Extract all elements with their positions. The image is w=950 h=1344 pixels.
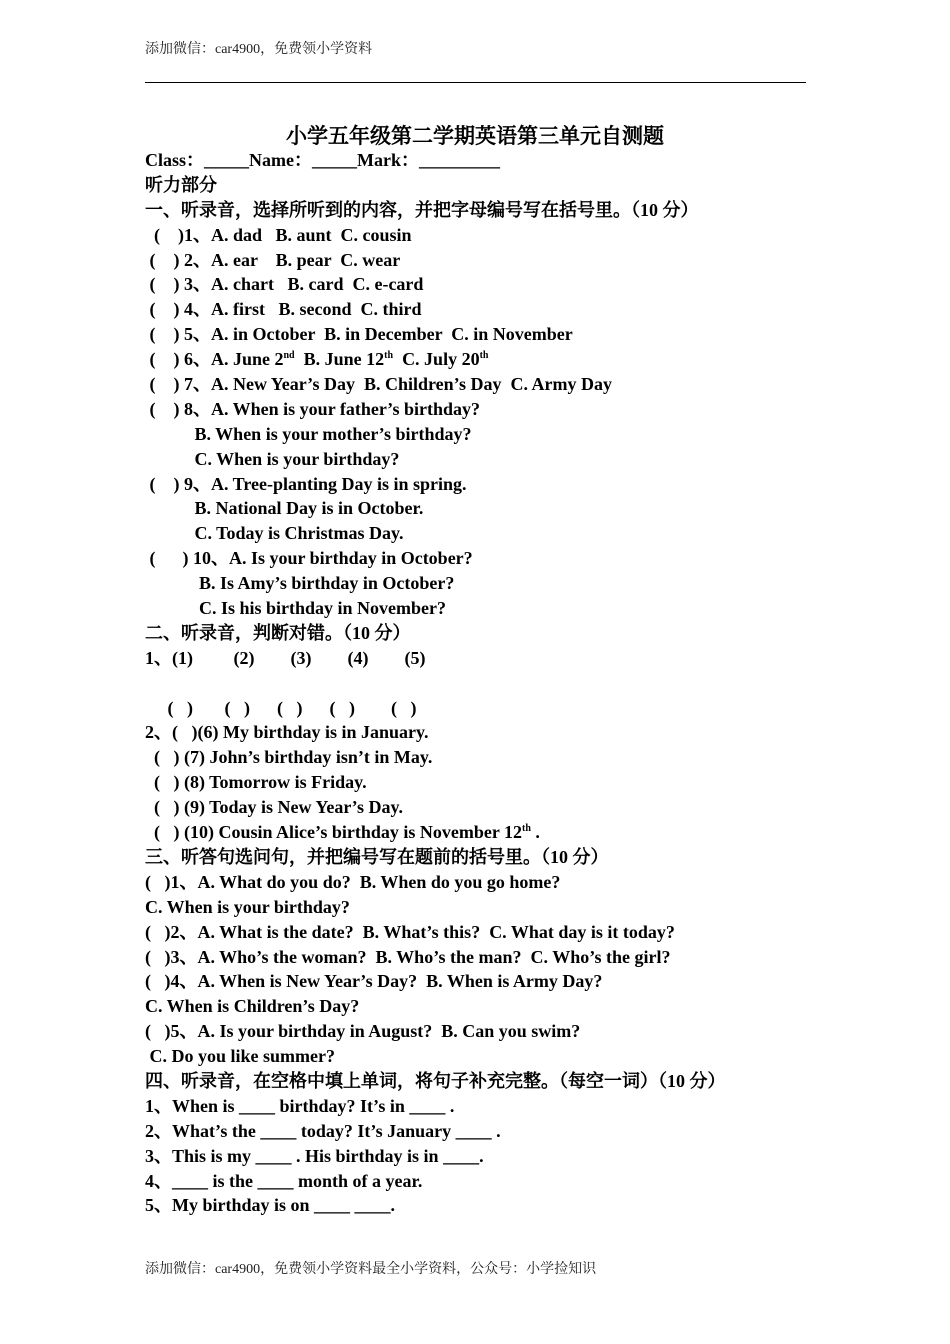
part3-question-1-b: C. When is your birthday? [145,896,350,917]
part2-picture-numbers: 1、(1) (2) (3) (4) (5) [145,647,426,668]
q6-option-a: ( ) 6、A. June 2 [145,349,284,370]
part1-question-3: ( ) 3、A. chart B. card C. e-card [145,274,424,295]
part1-question-4: ( ) 4、A. first B. second C. third [145,299,422,320]
part4-question-5: 5、My birthday is on ____ ____. [145,1195,396,1216]
listening-heading: 听力部分 [145,174,217,195]
part1-question-7: ( ) 7、A. New Year’s Day B. Children’s Day C. Army Day [145,374,612,395]
q10-text: ( ) (10) Cousin Alice’s birthday is November 12 [145,822,522,843]
part1-question-1: ( )1、A. dad B. aunt C. cousin [145,224,412,245]
part1-question-9-a: ( ) 9、A. Tree-planting Day is in spring. [145,473,467,494]
part2-answer-brackets: ( ) ( ) ( ) ( ) ( ) [145,697,417,718]
part1-question-9-b: B. National Day is in October. [145,498,424,519]
worksheet-body [145,148,845,1218]
part3-question-4-a: ( )4、A. When is New Year’s Day? B. When is Army Day? [145,971,603,992]
part1-question-10-a: ( ) 10、A. Is your birthday in October? [145,548,473,569]
footer-note: 添加微信：car4900，免费领小学资料最全小学资料，公众号：小学捡知识 [145,1262,597,1277]
page-title: 小学五年级第二学期英语第三单元自测题 [286,124,664,148]
part1-question-5: ( ) 5、A. in October B. in December C. in November [145,324,573,345]
part3-question-1-a: ( )1、A. What do you do? B. When do you go home? [145,871,561,892]
part1-question-9-c: C. Today is Christmas Day. [145,523,404,544]
part4-question-2: 2、What’s the ____ today? It’s January ____ . [145,1120,501,1141]
q10-suffix: th [522,823,531,835]
q6-option-a-suffix: nd [283,350,295,362]
part4-question-3: 3、This is my ____ . His birthday is in ____. [145,1145,484,1166]
q6-option-b: B. June 12 [294,349,385,370]
part3-question-5-a: ( )5、A. Is your birthday in August? B. Can you swim? [145,1021,581,1042]
part1-question-6 [145,347,845,372]
student-info-line: Class：_____Name：_____Mark：_________ [145,150,500,170]
q6-option-b-suffix: th [384,350,394,362]
part3-heading: 三、听答句选问句，并把编号写在题前的括号里。（10 分） [145,846,609,867]
part3-question-3: ( )3、A. Who’s the woman? B. Who’s the man? C. Who’s the girl? [145,946,671,967]
q6-option-c-suffix: th [479,350,489,362]
part1-heading: 一、听录音，选择所听到的内容，并把字母编号写在括号里。（10 分） [145,199,699,220]
part1-question-8-c: C. When is your birthday? [145,448,400,469]
part3-question-4-b: C. When is Children’s Day? [145,996,360,1017]
part1-question-10-c: C. Is his birthday in November? [145,598,447,619]
part4-question-4: 4、____ is the ____ month of a year. [145,1170,423,1191]
part2-picture-area [145,671,845,696]
part3-question-5-b: C. Do you like summer? [145,1046,335,1067]
part1-question-8-b: B. When is your mother’s birthday? [145,423,472,444]
header-note: 添加微信：car4900，免费领小学资料 [145,42,373,57]
part4-question-1: 1、When is ____ birthday? It’s in ____ . [145,1095,455,1116]
part2-heading: 二、听录音，判断对错。（10 分） [145,622,411,643]
q6-option-c: C. July 20 [393,349,480,370]
part2-question-8: ( ) (8) Tomorrow is Friday. [145,772,367,793]
part2-question-6: 2、( )(6) My birthday is in January. [145,722,429,743]
part3-question-2: ( )2、A. What is the date? B. What’s this? C. What day is it today? [145,921,675,942]
part2-question-7: ( ) (7) John’s birthday isn’t in May. [145,747,433,768]
part1-question-8-a: ( ) 8、A. When is your father’s birthday? [145,398,481,419]
header-divider [145,82,806,83]
part2-question-10 [145,820,845,845]
part1-question-2: ( ) 2、A. ear B. pear C. wear [145,249,401,270]
q10-tail: . [530,822,540,843]
part4-heading: 四、听录音，在空格中填上单词，将句子补充完整。（每空一词）（10 分） [145,1070,726,1091]
part1-question-10-b: B. Is Amy’s birthday in October? [145,573,455,594]
part2-question-9: ( ) (9) Today is New Year’s Day. [145,797,403,818]
